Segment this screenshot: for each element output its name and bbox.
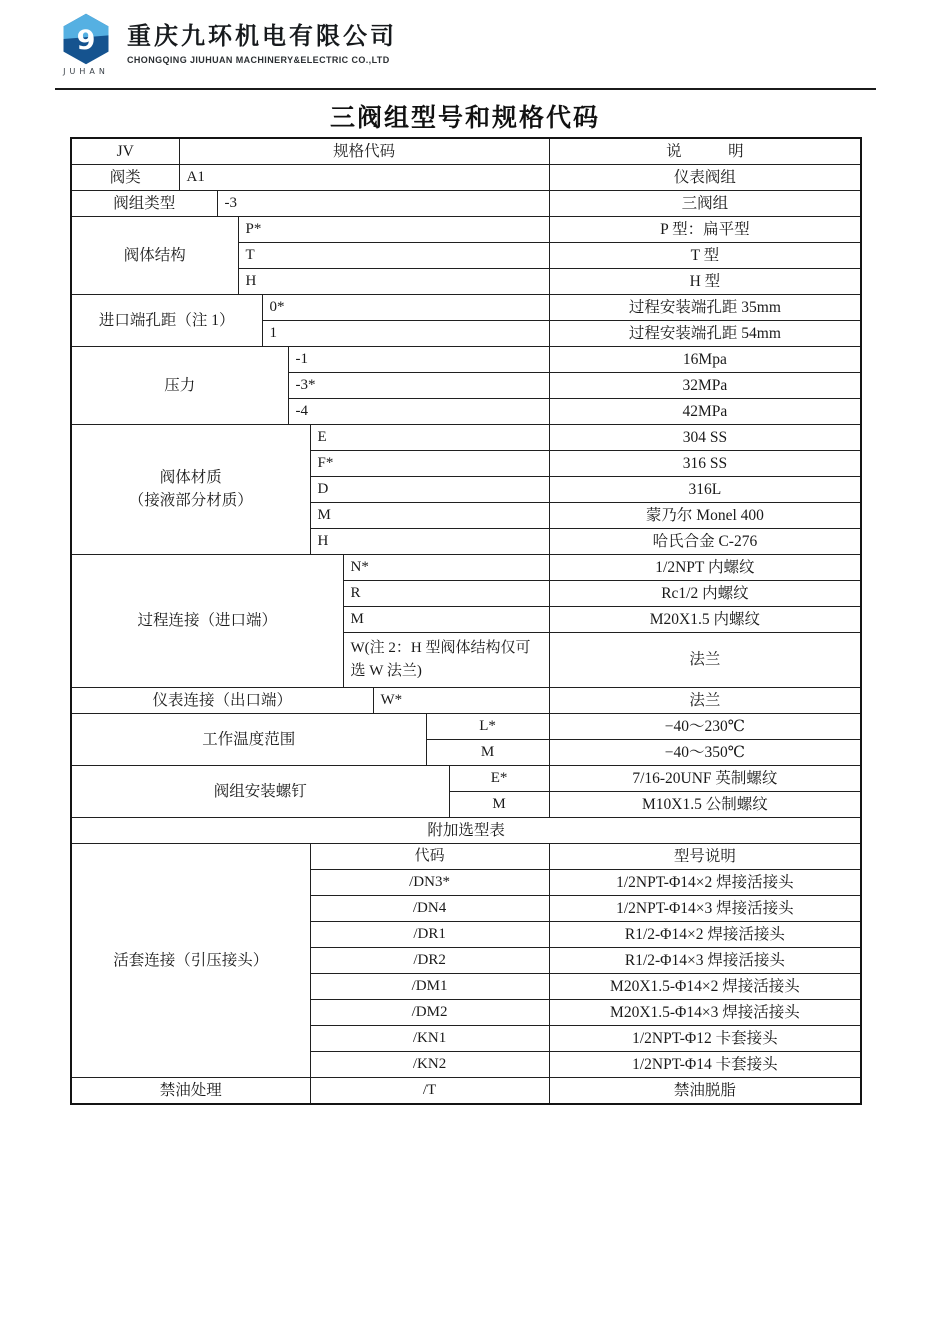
spec-code-cell: /T: [310, 1078, 549, 1105]
table-row: [71, 295, 861, 321]
description-cell: 1/2NPT-Φ14×2 焊接活接头: [549, 870, 861, 896]
table-row: [71, 1078, 861, 1105]
section-label: 阀组安装螺钉: [71, 766, 449, 818]
description-cell: R1/2-Φ14×2 焊接活接头: [549, 922, 861, 948]
description-cell: 哈氏合金 C-276: [549, 529, 861, 555]
table-header-row: [71, 138, 861, 165]
logo-latin-text: JUHAN: [63, 67, 109, 76]
company-name-en: CHONGQING JIUHUAN MACHINERY&ELECTRIC CO.,LTD: [127, 55, 390, 65]
description-cell: 316L: [549, 477, 861, 503]
table-row: [71, 347, 861, 373]
spec-code-cell: /KN2: [310, 1052, 549, 1078]
spec-code-cell: 1: [262, 321, 549, 347]
description-cell: 1/2NPT-Φ12 卡套接头: [549, 1026, 861, 1052]
description-cell: 三阀组: [549, 191, 861, 217]
section-label: 压力: [71, 347, 288, 425]
table-row: [71, 766, 861, 792]
description-cell: M10X1.5 公制螺纹: [549, 792, 861, 818]
section-label: 仪表连接（出口端）: [71, 688, 373, 714]
header-model-prefix: JV: [71, 138, 179, 165]
spec-code-cell: E: [310, 425, 549, 451]
spec-code-cell: /DN4: [310, 896, 549, 922]
description-cell: 法兰: [549, 633, 861, 688]
description-cell: 32MPa: [549, 373, 861, 399]
spec-code-cell: F*: [310, 451, 549, 477]
spec-code-cell: /DN3*: [310, 870, 549, 896]
header-description: 说 明: [549, 138, 861, 165]
company-logo: [55, 12, 117, 76]
description-cell: M20X1.5-Φ14×3 焊接活接头: [549, 1000, 861, 1026]
description-cell: 过程安装端孔距 35mm: [549, 295, 861, 321]
spec-code-cell: E*: [449, 766, 549, 792]
section-label: 禁油处理: [71, 1078, 310, 1105]
spec-code-cell: L*: [426, 714, 549, 740]
description-cell: 法兰: [549, 688, 861, 714]
section-label: 过程连接（进口端）: [71, 555, 343, 688]
description-cell: 316 SS: [549, 451, 861, 477]
spec-code-cell: 0*: [262, 295, 549, 321]
header-divider-rule: [55, 88, 876, 90]
addon-table-title: 附加选型表: [71, 818, 861, 844]
page-title: 三阀组型号和规格代码: [329, 105, 600, 132]
table-row: [71, 425, 861, 451]
spec-code-cell: P*: [238, 217, 549, 243]
company-name-block: [127, 16, 397, 65]
description-cell: 1/2NPT-Φ14×3 焊接活接头: [549, 896, 861, 922]
spec-code-cell: M: [449, 792, 549, 818]
spec-code-cell: R: [343, 581, 549, 607]
letterhead: [55, 10, 875, 88]
addon-header-code: 代码: [310, 844, 549, 870]
company-name-cn: 重庆九环机电有限公司: [127, 24, 397, 50]
hexagon-logo-icon: [59, 12, 113, 66]
spec-code-table: [70, 137, 862, 1105]
description-cell: 禁油脱脂: [549, 1078, 861, 1105]
description-cell: 1/2NPT 内螺纹: [549, 555, 861, 581]
spec-code-cell: -4: [288, 399, 549, 425]
section-label-line1: 阀体材质: [159, 469, 222, 487]
table-row: [71, 844, 861, 870]
spec-code-cell: W*: [373, 688, 549, 714]
spec-code-cell: /DR1: [310, 922, 549, 948]
section-label-line2: （接液部分材质）: [128, 491, 253, 509]
description-cell: P 型：扁平型: [549, 217, 861, 243]
description-cell: −40～350℃: [549, 740, 861, 766]
section-label: [71, 425, 310, 555]
spec-code-cell: M: [426, 740, 549, 766]
description-cell: T 型: [549, 243, 861, 269]
spec-code-cell: /DR2: [310, 948, 549, 974]
description-cell: 42MPa: [549, 399, 861, 425]
spec-code-cell: A1: [179, 165, 549, 191]
spec-code-cell: H: [310, 529, 549, 555]
description-cell: 16Mpa: [549, 347, 861, 373]
spec-code-cell: -1: [288, 347, 549, 373]
description-cell: M20X1.5 内螺纹: [549, 607, 861, 633]
spec-code-cell: /DM1: [310, 974, 549, 1000]
section-label: 阀体结构: [71, 217, 238, 295]
divider-row: [71, 818, 861, 844]
spec-code-cell: /DM2: [310, 1000, 549, 1026]
spec-code-cell: -3*: [288, 373, 549, 399]
addon-header-desc: 型号说明: [549, 844, 861, 870]
description-cell: 7/16-20UNF 英制螺纹: [549, 766, 861, 792]
description-cell: 蒙乃尔 Monel 400: [549, 503, 861, 529]
spec-code-cell: H: [238, 269, 549, 295]
description-cell: H 型: [549, 269, 861, 295]
spec-code-cell: -3: [217, 191, 549, 217]
table-row: [71, 217, 861, 243]
table-row: [71, 165, 861, 191]
description-cell: 仪表阀组: [549, 165, 861, 191]
description-cell: R1/2-Φ14×3 焊接活接头: [549, 948, 861, 974]
table-row: [71, 714, 861, 740]
header-spec-code: 规格代码: [179, 138, 549, 165]
spec-code-cell: M: [343, 607, 549, 633]
table-row: [71, 191, 861, 217]
description-cell: 1/2NPT-Φ14 卡套接头: [549, 1052, 861, 1078]
description-cell: 304 SS: [549, 425, 861, 451]
section-label: 工作温度范围: [71, 714, 426, 766]
spec-code-cell: W(注 2：H 型阀体结构仅可选 W 法兰): [343, 633, 549, 688]
table-row: [71, 555, 861, 581]
section-label: 阀组类型: [71, 191, 217, 217]
spec-code-cell: M: [310, 503, 549, 529]
description-cell: Rc1/2 内螺纹: [549, 581, 861, 607]
svg-text:9: 9: [76, 24, 96, 56]
section-label: 阀类: [71, 165, 179, 191]
spec-code-cell: N*: [343, 555, 549, 581]
description-cell: M20X1.5-Φ14×2 焊接活接头: [549, 974, 861, 1000]
section-label: 进口端孔距（注 1）: [71, 295, 262, 347]
section-label: 活套连接（引压接头）: [71, 844, 310, 1078]
spec-code-cell: D: [310, 477, 549, 503]
spec-code-cell: /KN1: [310, 1026, 549, 1052]
spec-code-cell: T: [238, 243, 549, 269]
description-cell: −40～230℃: [549, 714, 861, 740]
table-row: [71, 688, 861, 714]
description-cell: 过程安装端孔距 54mm: [549, 321, 861, 347]
